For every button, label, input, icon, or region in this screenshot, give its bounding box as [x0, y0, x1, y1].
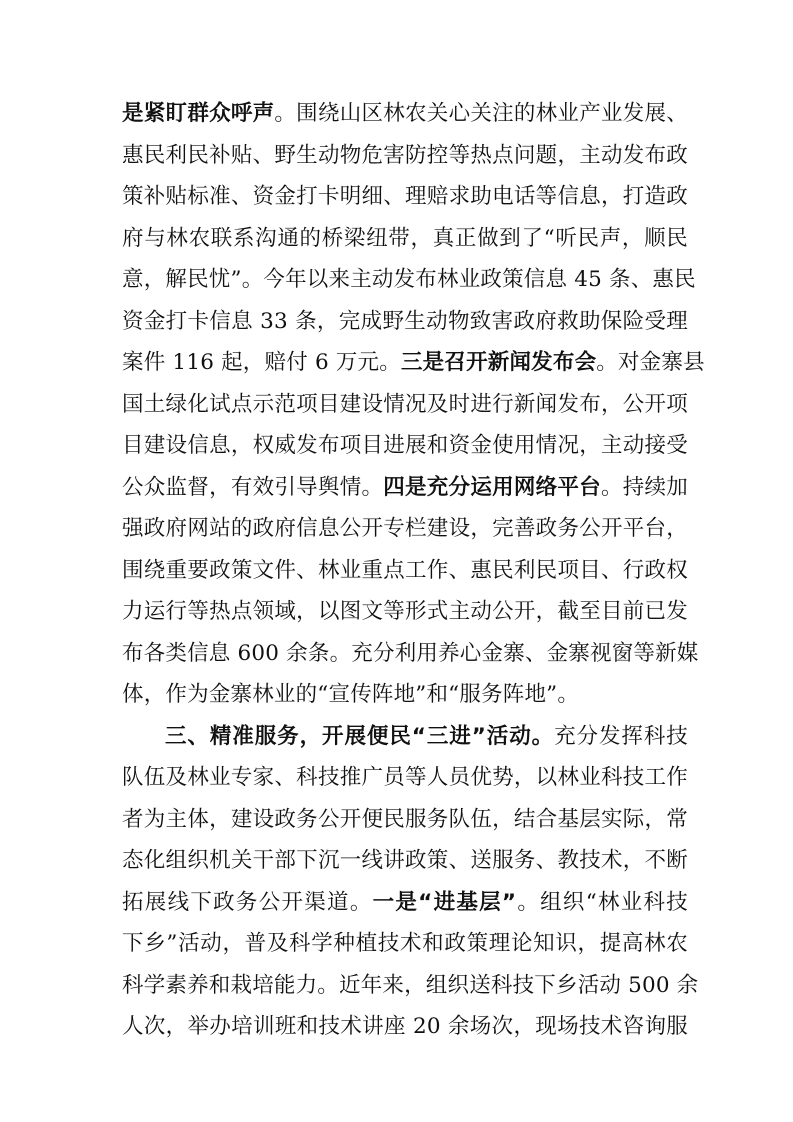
bold-lead-phrase: 三是召开新闻发布会	[400, 350, 597, 375]
text-segment: 科学素养和栽培能力。近年来，组织送科技下乡活动 500 余	[122, 972, 699, 998]
text-segment: 体，作为金寨林业的“宣传阵地”和“服务阵地”。	[122, 682, 580, 707]
text-segment: 。围绕山区林农关心关注的林业产业发展、	[274, 101, 688, 126]
text-line	[122, 634, 699, 674]
text-line	[122, 1007, 688, 1047]
text-line	[122, 177, 688, 217]
text-segment: 公众监督，有效引导舆情。	[122, 474, 384, 500]
text-segment: 案件 116 起，赔付 6 万元。	[122, 350, 401, 375]
text-segment: 布各类信息 600 余条。充分利用养心金寨、金寨视窗等新媒	[122, 640, 699, 666]
text-segment: 充分发挥科技	[554, 723, 688, 749]
text-segment: 人次，举办培训班和技术讲座 20 余场次，现场技术咨询服	[122, 1014, 688, 1039]
text-line	[122, 468, 688, 508]
text-segment: 围绕重要政策文件、林业重点工作、惠民利民项目、行政权	[122, 557, 688, 583]
text-segment: 策补贴标准、资金打卡明细、理赔求助电话等信息，打造政	[122, 184, 688, 209]
text-line	[122, 758, 688, 798]
text-segment: 惠民利民补贴、野生动物危害防控等热点问题，主动发布政	[122, 142, 688, 168]
text-segment: 者为主体，建设政务公开便民服务队伍，结合基层实际，常	[122, 806, 688, 832]
text-line	[122, 924, 688, 964]
text-line	[122, 841, 688, 881]
bold-lead-phrase: 是紧盯群众呼声	[122, 101, 275, 126]
text-line	[122, 551, 688, 591]
text-segment: 下乡”活动，普及科学种植技术和政策理论知识，提高林农	[122, 931, 688, 956]
text-line	[122, 136, 688, 176]
text-line	[122, 219, 688, 259]
text-line	[122, 592, 688, 632]
text-line	[122, 966, 699, 1006]
section-heading-line	[165, 717, 688, 757]
text-segment: 。对金寨县	[596, 350, 705, 375]
text-line	[122, 883, 688, 923]
text-segment: 队伍及林业专家、科技推广员等人员优势，以林业科技工作	[122, 765, 688, 790]
text-line	[122, 385, 688, 425]
bold-lead-phrase: 四是充分运用网络平台	[383, 474, 601, 500]
text-segment: 意，解民忧”。今年以来主动发布林业政策信息 45 条、惠民	[122, 267, 696, 292]
text-line	[122, 426, 688, 466]
text-segment: 态化组织机关干部下沉一线讲政策、送服务、教技术，不断	[122, 848, 688, 873]
text-line	[122, 675, 688, 715]
text-segment: 。持续加	[600, 474, 688, 500]
bold-lead-phrase: 一是“进基层”	[372, 889, 517, 915]
text-segment: 。组织“林业科技	[516, 889, 689, 915]
text-segment: 强政府网站的政府信息公开专栏建设，完善政务公开平台，	[122, 516, 688, 541]
text-line	[122, 343, 705, 383]
section-heading: 三、精准服务，开展便民“三进”活动。	[165, 723, 555, 749]
text-line	[122, 302, 688, 342]
text-segment: 拓展线下政务公开渠道。	[122, 889, 373, 915]
text-segment: 资金打卡信息 33 条，完成野生动物致害政府救助保险受理	[122, 308, 688, 334]
text-segment: 国土绿化试点示范项目建设情况及时进行新闻发布，公开项	[122, 391, 688, 417]
text-segment: 目建设信息，权威发布项目进展和资金使用情况，主动接受	[122, 433, 688, 458]
text-segment: 府与林农联系沟通的桥梁纽带，真正做到了“听民声，顺民	[122, 225, 688, 251]
text-line	[122, 94, 688, 134]
text-line	[122, 260, 696, 300]
text-line	[122, 509, 688, 549]
text-line	[122, 800, 688, 840]
text-segment: 力运行等热点领域，以图文等形式主动公开，截至目前已发	[122, 599, 688, 624]
